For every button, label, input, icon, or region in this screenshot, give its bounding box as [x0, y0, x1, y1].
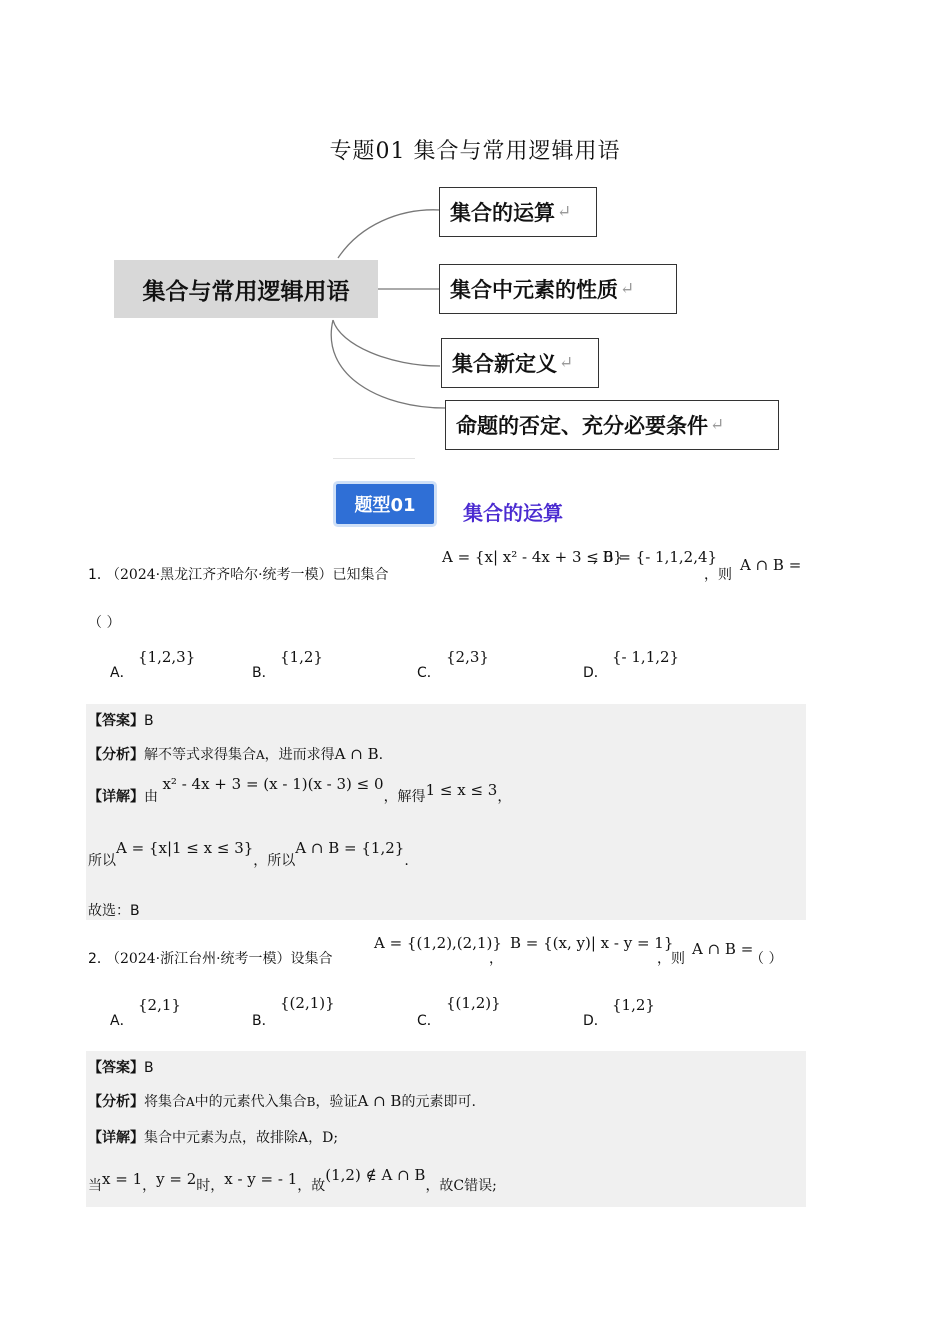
q1-detail-line — [88, 775, 512, 806]
section-title: 集合的运算 — [463, 501, 563, 525]
q1-ask: ，则 — [704, 567, 732, 583]
q2-setA: A = {(1,2),(2,1)} — [374, 934, 502, 952]
return-icon: ↵ — [559, 353, 574, 373]
analysis-text: 解不等式求得集合 — [144, 747, 256, 763]
q2-option-a-value: {2,1} — [138, 996, 181, 1014]
q1-option-b-label: B． — [252, 665, 276, 681]
detail-eq: x² - 4x + 3 = (x - 1)(x - 3) ≤ 0 — [162, 775, 384, 793]
detail-text: ， — [497, 789, 512, 805]
q2-analysis-line — [88, 1091, 476, 1111]
analysis-var: A — [186, 1095, 195, 1109]
analysis-text: ，进而求得 — [264, 747, 335, 763]
divider — [333, 458, 415, 459]
answer-value: B — [144, 713, 154, 729]
mindmap-node-new-definition — [441, 338, 599, 388]
return-icon: ↵ — [557, 202, 572, 222]
q1-option-d-label: D． — [583, 665, 608, 681]
section-badge — [330, 480, 440, 528]
q2-setB: B = {(x, y)| x - y = 1} — [510, 934, 674, 952]
conclusion-text: 时， — [196, 1178, 225, 1194]
return-icon: ↵ — [710, 415, 725, 435]
q2-paren: （ ） — [750, 951, 783, 967]
analysis-tag: 【分析】 — [88, 747, 144, 763]
mindmap-node-label: 集合中元素的性质 — [450, 277, 618, 302]
detail-text: 集合中元素为点，故排除A，D; — [144, 1130, 339, 1146]
section-badge-label: 题型01 — [336, 484, 434, 524]
q2-option-a-label: A． — [110, 1013, 134, 1029]
answer-tag: 【答案】 — [88, 1060, 144, 1076]
analysis-text: 将集合 — [144, 1094, 186, 1110]
conclusion-expr: x - y = - 1 — [224, 1170, 298, 1188]
q2-option-d-label: D． — [583, 1013, 608, 1029]
conclusion-text: ，所以 — [253, 853, 296, 869]
q1-setA: A = {x| x² - 4x + 3 ≤ 0} — [442, 548, 623, 566]
page-title: 专题01 集合与常用逻辑用语 — [329, 139, 621, 164]
conclusion-expr: x = 1 — [102, 1170, 143, 1188]
q1-source: （2024·黑龙江齐齐哈尔·统考一模）已知集合 — [106, 567, 389, 583]
q1-solution-box — [86, 704, 806, 920]
q2-answer-line — [88, 1057, 154, 1077]
q1-option-c-value: {2,3} — [446, 648, 489, 666]
analysis-tag: 【分析】 — [88, 1094, 144, 1110]
q2-ask: ，则 — [657, 951, 685, 967]
q2-source: （2024·浙江台州·统考一模）设集合 — [106, 951, 333, 967]
answer-tag: 【答案】 — [88, 713, 144, 729]
q1-option-a-value: {1,2,3} — [138, 648, 196, 666]
q1-setB: , B = {- 1,1,2,4} — [593, 548, 718, 566]
mindmap-node-label: 集合的运算 — [450, 200, 555, 225]
mindmap-root: 集合与常用逻辑用语 — [114, 260, 378, 318]
q2-option-b-value: {(2,1)} — [280, 994, 335, 1012]
q2-option-b-label: B． — [252, 1013, 276, 1029]
q1-option-b-value: {1,2} — [280, 648, 323, 666]
q2-expr: A ∩ B = — [692, 940, 754, 958]
q2-conclusion-line — [88, 1166, 497, 1195]
conclusion-end: . — [404, 853, 409, 869]
q2-detail-line — [88, 1127, 338, 1147]
q1-choose: 故选：B — [88, 903, 140, 919]
conclusion-text: 所以 — [88, 853, 116, 869]
conclusion-expr: y = 2 — [156, 1170, 197, 1188]
conclusion-text: ，故C错误; — [425, 1178, 497, 1194]
conclusion-expr: A = {x|1 ≤ x ≤ 3} — [116, 839, 254, 857]
analysis-text: 的元素即可. — [401, 1094, 476, 1110]
conclusion-expr: (1,2) ∉ A ∩ B — [325, 1166, 426, 1184]
conclusion-text: ，故 — [297, 1178, 326, 1194]
answer-value: B — [144, 1060, 154, 1076]
mindmap-node-label: 集合新定义 — [452, 351, 557, 376]
analysis-expr: A ∩ B — [334, 745, 379, 763]
detail-range: 1 ≤ x ≤ 3 — [425, 781, 498, 799]
q1-number: 1． — [88, 567, 111, 583]
analysis-expr: A ∩ B — [357, 1092, 402, 1110]
return-icon: ↵ — [620, 279, 635, 299]
conclusion-expr: A ∩ B = {1,2} — [295, 839, 405, 857]
q1-analysis-line — [88, 744, 383, 764]
q2-option-c-value: {(1,2)} — [446, 994, 501, 1012]
mindmap-node-set-operations — [439, 187, 597, 237]
q1-option-c-label: C． — [417, 665, 441, 681]
detail-tag: 【详解】 — [88, 789, 144, 805]
analysis-text: ，验证 — [315, 1094, 358, 1110]
q1-option-d-value: {- 1,1,2} — [612, 648, 680, 666]
analysis-var: B — [306, 1095, 316, 1109]
conclusion-text: 当 — [88, 1178, 102, 1194]
detail-text: 由 — [144, 789, 158, 805]
detail-tag: 【详解】 — [88, 1130, 144, 1146]
analysis-end: . — [378, 747, 384, 763]
q2-comma: ， — [489, 951, 503, 967]
q2-option-c-label: C． — [417, 1013, 441, 1029]
q1-paren: （ ） — [88, 615, 121, 631]
mindmap-node-propositions — [445, 400, 779, 450]
analysis-text: 中的元素代入集合 — [194, 1094, 307, 1110]
q1-conclusion-line — [88, 839, 409, 870]
conclusion-text: ， — [142, 1178, 157, 1194]
q1-option-a-label: A． — [110, 665, 134, 681]
analysis-var: A — [256, 748, 265, 762]
q2-solution-box — [86, 1051, 806, 1207]
mindmap-node-element-properties — [439, 264, 677, 314]
detail-text: ，解得 — [383, 789, 426, 805]
q2-option-d-value: {1,2} — [612, 996, 655, 1014]
q2-number: 2． — [88, 951, 111, 967]
mindmap-node-label: 命题的否定、充分必要条件 — [456, 413, 708, 438]
q1-expr: A ∩ B = — [740, 556, 802, 574]
q1-answer-line — [88, 710, 154, 730]
